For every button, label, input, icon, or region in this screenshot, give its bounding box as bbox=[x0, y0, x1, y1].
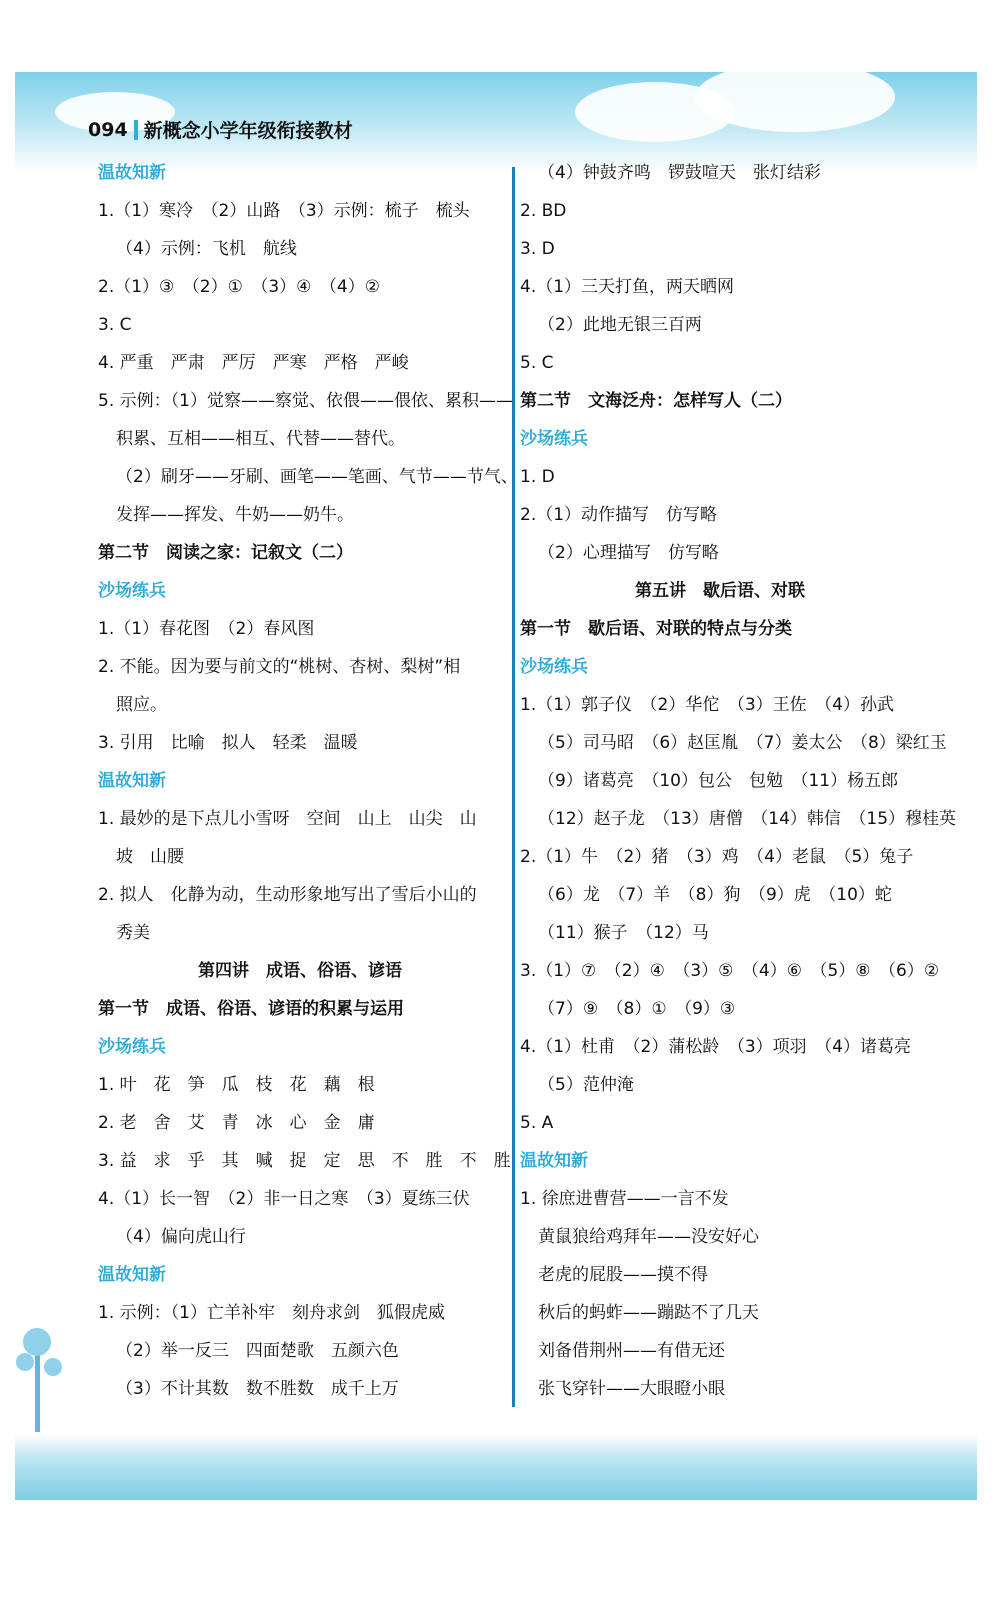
answer-line: 3. 引用 比喻 拟人 轻柔 温暖 bbox=[98, 733, 358, 753]
answer-line: （7）⑨ （8）① （9）③ bbox=[538, 999, 736, 1019]
section-label: 温故知新 bbox=[520, 1151, 588, 1171]
answer-line: 1.（1）郭子仪 （2）华佗 （3）王佐 （4）孙武 bbox=[520, 695, 894, 715]
answer-line: 1. 最妙的是下点儿小雪呀 空间 山上 山尖 山 bbox=[98, 809, 477, 829]
section-label: 沙场练兵 bbox=[520, 429, 588, 449]
answer-line: 2.（1）③ （2）① （3）④ （4）② bbox=[98, 277, 380, 297]
answer-line: 老虎的屁股——摸不得 bbox=[538, 1265, 708, 1285]
ground-decoration bbox=[15, 1434, 977, 1500]
answer-line: 刘备借荆州——有借无还 bbox=[538, 1341, 725, 1361]
answer-line: （12）赵子龙 （13）唐僧 （14）韩信 （15）穆桂英 bbox=[538, 809, 957, 829]
page-number: 094 bbox=[88, 118, 128, 141]
section-label: 温故知新 bbox=[98, 771, 166, 791]
answer-line: 秀美 bbox=[116, 923, 150, 943]
answer-line: 5. A bbox=[520, 1113, 554, 1133]
section-label: 沙场练兵 bbox=[520, 657, 588, 677]
section-heading: 第一节 成语、俗语、谚语的积累与运用 bbox=[98, 999, 404, 1019]
section-heading: 第四讲 成语、俗语、谚语 bbox=[198, 961, 402, 981]
answer-line: （9）诸葛亮 （10）包公 包勉 （11）杨五郎 bbox=[538, 771, 899, 791]
page-header bbox=[88, 116, 353, 143]
section-heading: 第五讲 歇后语、对联 bbox=[635, 581, 805, 601]
answer-line: （2）此地无银三百两 bbox=[538, 315, 702, 335]
book-title: 新概念小学年级衔接教材 bbox=[143, 120, 353, 142]
tree-icon bbox=[15, 1312, 95, 1442]
answer-line: 4.（1）杜甫 （2）蒲松龄 （3）项羽 （4）诸葛亮 bbox=[520, 1037, 911, 1057]
answer-line: （3）不计其数 数不胜数 成千上万 bbox=[116, 1379, 399, 1399]
answer-line: 1. D bbox=[520, 467, 555, 487]
section-heading: 第二节 文海泛舟：怎样写人（二） bbox=[520, 391, 792, 411]
answer-line: 2.（1）动作描写 仿写略 bbox=[520, 505, 718, 525]
answer-line: （4）示例：飞机 航线 bbox=[116, 239, 297, 259]
answer-line: 3. D bbox=[520, 239, 555, 259]
answer-line: （2）举一反三 四面楚歌 五颜六色 bbox=[116, 1341, 399, 1361]
answer-line: 照应。 bbox=[116, 695, 167, 715]
answer-line: （6）龙 （7）羊 （8）狗 （9）虎 （10）蛇 bbox=[538, 885, 892, 905]
answer-line: 3. C bbox=[98, 315, 132, 335]
answer-line: （4）偏向虎山行 bbox=[116, 1227, 246, 1247]
answer-line: 1.（1）春花图 （2）春风图 bbox=[98, 619, 315, 639]
answer-line: 发挥——挥发、牛奶——奶牛。 bbox=[116, 505, 354, 525]
answer-line: （4）钟鼓齐鸣 锣鼓喧天 张灯结彩 bbox=[538, 163, 821, 183]
section-label: 沙场练兵 bbox=[98, 581, 166, 601]
answer-line: 4.（1）三天打鱼，两天晒网 bbox=[520, 277, 735, 297]
answer-line: 3. 益 求 乎 其 喊 捉 定 思 不 胜 不 胜 bbox=[98, 1151, 511, 1171]
page bbox=[15, 72, 977, 1500]
answer-line: 1. 徐庶进曹营——一言不发 bbox=[520, 1189, 729, 1209]
answer-line: 3.（1）⑦ （2）④ （3）⑤ （4）⑥ （5）⑧ （6）② bbox=[520, 961, 940, 981]
answer-line: 黄鼠狼给鸡拜年——没安好心 bbox=[538, 1227, 759, 1247]
answer-line: 张飞穿针——大眼瞪小眼 bbox=[538, 1379, 725, 1399]
answer-line: 2. BD bbox=[520, 201, 567, 221]
section-heading: 第一节 歇后语、对联的特点与分类 bbox=[520, 619, 792, 639]
section-heading: 第二节 阅读之家：记叙文（二） bbox=[98, 543, 353, 563]
answer-line: （11）猴子 （12）马 bbox=[538, 923, 709, 943]
answer-line: 秋后的蚂蚱——蹦跶不了几天 bbox=[538, 1303, 759, 1323]
answer-line: 2. 老 舍 艾 青 冰 心 金 庸 bbox=[98, 1113, 375, 1133]
answer-line: 2. 不能。因为要与前文的“桃树、杏树、梨树”相 bbox=[98, 657, 461, 677]
section-label: 温故知新 bbox=[98, 163, 166, 183]
answer-line: 4. 严重 严肃 严厉 严寒 严格 严峻 bbox=[98, 353, 409, 373]
answer-line: 1.（1）寒冷 （2）山路 （3）示例：梳子 梳头 bbox=[98, 201, 470, 221]
answer-line: 2.（1）牛 （2）猪 （3）鸡 （4）老鼠 （5）兔子 bbox=[520, 847, 914, 867]
section-label: 沙场练兵 bbox=[98, 1037, 166, 1057]
section-label: 温故知新 bbox=[98, 1265, 166, 1285]
answer-line: 1. 叶 花 笋 瓜 枝 花 藕 根 bbox=[98, 1075, 375, 1095]
answer-line: （5）范仲淹 bbox=[538, 1075, 634, 1095]
answer-line: 5. C bbox=[520, 353, 554, 373]
answer-line: 5. 示例：（1）觉察——察觉、依偎——偎依、累积—— bbox=[98, 391, 513, 411]
answer-line: （5）司马昭 （6）赵匡胤 （7）姜太公 （8）梁红玉 bbox=[538, 733, 947, 753]
answer-line: 1. 示例：（1）亡羊补牢 刻舟求剑 狐假虎威 bbox=[98, 1303, 445, 1323]
answer-line: 积累、互相——相互、代替——替代。 bbox=[116, 429, 405, 449]
header-divider bbox=[134, 120, 138, 140]
answer-line: 4.（1）长一智 （2）非一日之寒 （3）夏练三伏 bbox=[98, 1189, 470, 1209]
answer-line: 2. 拟人 化静为动，生动形象地写出了雪后小山的 bbox=[98, 885, 477, 905]
answer-line: （2）刷牙——牙刷、画笔——笔画、气节——节气、 bbox=[116, 467, 518, 487]
answer-line: 坡 山腰 bbox=[116, 847, 184, 867]
column-divider bbox=[512, 167, 515, 1407]
answer-line: （2）心理描写 仿写略 bbox=[538, 543, 719, 563]
